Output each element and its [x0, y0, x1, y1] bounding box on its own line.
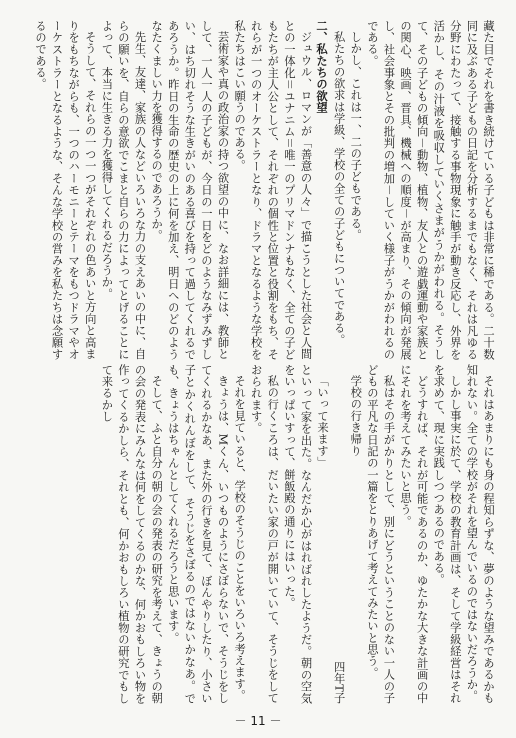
diary-author: 四年T子 — [332, 661, 346, 704]
paragraph: 私はその手がかりとして、別にどうということのない一人の子どもの平凡な日記の一篇をとりあげて考えてみたいと思う。 — [365, 364, 396, 704]
section-heading: 二、私たちの欲望 — [315, 20, 330, 114]
paragraph: 藏た目でそれを書き続けている子どもは非常に稀である。二十数同に及ぶある子どもの日記を分析するまでもなく、それは凡ゆる分野にわたって、接触する事物現象に触手が動き反応し、外界を活かし、その汁液を吸収していくさまがうかがわれる。そうして、その子どもの傾向－動物、植物、友人との遊戯運動や家族との関心、映画、晋具、機械への順度－が高まり、その傾向が発展し、社会事象とその批判の増加－していく様子がうかがわれるのである。 — [365, 20, 495, 360]
diary-paragraph: それを見ていると、学校のそうじのことをいろいろ考えます。 — [233, 375, 247, 702]
upper-text-block — [30, 20, 496, 360]
page-number: － 11 － — [234, 714, 282, 728]
diary-paragraph: きょうは、Mくん、いつものようにさぼらないで、そうじをしてくれるかなあ、また外の行きを見て、ぼんやりしたり、小さい子とかくれんぼをして、そうじをさぼるのではないかなあ。でも、きょうはちゃんとしてくれるだろうと思います。 — [166, 364, 230, 704]
paragraph: 私たちの欲求は学級、学校の全ての子どもについてである。 — [332, 31, 346, 346]
diary-paragraph: といって家を出た。なんだか心がはればれしたようだ。朝の空気をいっぱいすって、餅飯殿の通りにはいった。 — [282, 364, 313, 704]
paragraph: どうすれば、それが可能であるのか、ゆたかな大きな計画の中にそれを考えてみたいと思う。 — [399, 364, 429, 704]
paragraph: しかし、これは一、二の子どもである。 — [349, 31, 363, 241]
paragraph: 先生、友達、家族の人などいろいろな力の支えあいの中に、自らの願いを、自らの意欲でこまと自らの力によってとげることによって、本当に生きる力を獲得してくれるだろうか。 — [100, 20, 147, 360]
diary-paragraph: 「いって来ます」 — [316, 375, 330, 469]
diary-paragraph: 私の行くころは、だいたい家の戸が開いていて、そうじをしておられます。 — [249, 364, 280, 704]
diary-title: 学校の行き帰り — [349, 375, 363, 457]
paragraph: そうして、それらの一つ一つがそれぞれの色あいと方向と高まりをもちながらも、一つのハーモニーとテーマをもつドラマやオーケストラーとなるような、そんな学校の営みを私たちは念願するのである。 — [33, 20, 97, 360]
lower-text-block — [30, 364, 496, 704]
diary-paragraph: そして、ふと自分の朝の会の発表の研究を考えて、きょうの朝の会の発表にみんなは何をしてくるのかな、何かおもしろい物を作ってくるかしら、それとも、何かおもしろい植物の研究でもして来るかし — [100, 364, 164, 704]
paragraph: しかし事実に於て、学校の教育計画は、そして学級経営はそれを求めて、現に実践しつつあるのである。 — [432, 364, 462, 704]
paragraph: 芸術家や真の政治家の持つ欲望の中に、なお詳細には、教師として、一人一人の子どもが、今日の一日をどのようなみずみずしい、はち切れそうな生きがいのある喜びを持って過してくれるであろうか。昨日の生命の歴史の上に何を加え、明日へのどのようなたくましい力を獲得するのであろうか。 — [150, 20, 230, 360]
paragraph: それはあまりにも身の程知らずな、夢のような望みであるかも知れない。全ての学校がそれを望んでいるのではないだろうか。 — [465, 364, 495, 704]
paragraph: ジュウル、ロマンが「善意の人々」で描こうとした社会と人間との一体化＝ユナニム＝唯一のプリマドンナもなく、全ての子どもたちが主人公として、それぞれの個性と位置と役割をもち、それらが一つのオーケストラーとなり、ドラマとなるような学校を私たちはこい願うのである。 — [233, 20, 313, 360]
